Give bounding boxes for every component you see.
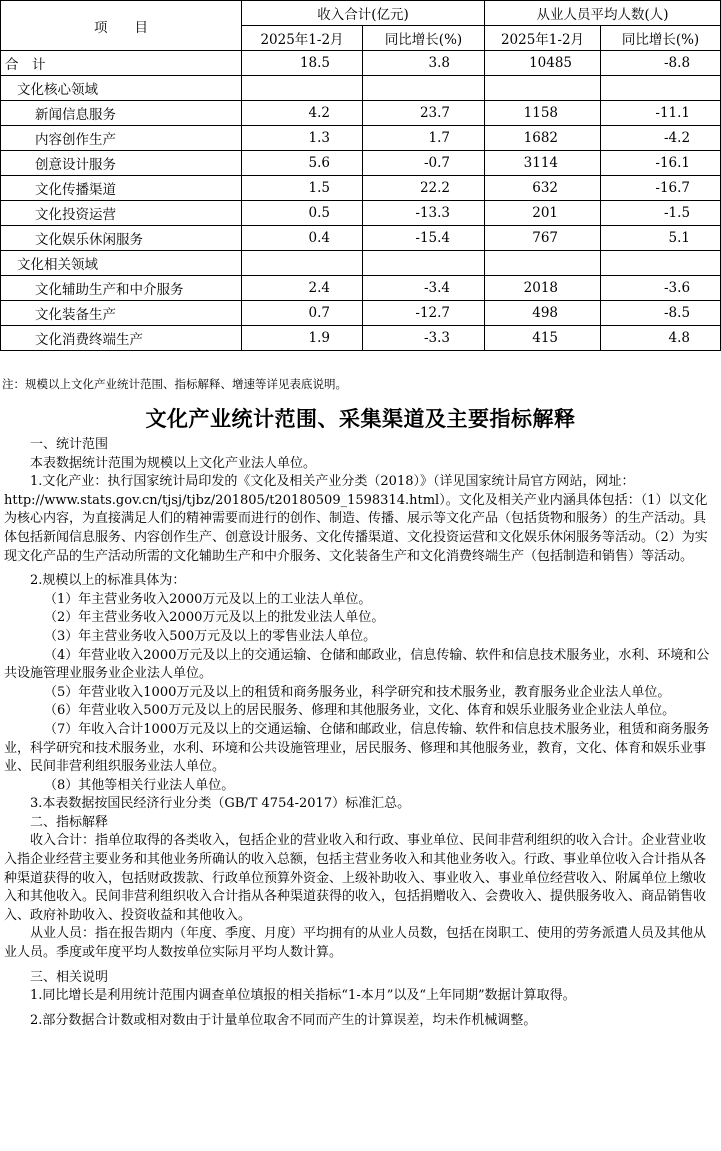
staff-yoy-header: 同比增长(%)	[601, 26, 721, 51]
revenue-cell: 0.5	[242, 201, 363, 226]
row-label: 文化装备生产	[1, 301, 242, 326]
staff-cell: 415	[485, 326, 601, 351]
section-heading: 二、指标解释	[30, 814, 109, 830]
section-heading: 三、相关说明	[30, 969, 109, 985]
revenue-cell: 5.6	[242, 151, 363, 176]
paragraph: 1.同比增长是利用统计范围内调查单位填报的相关指标“1-本月”以及“上年同期”数据计算取得。	[30, 988, 576, 1004]
row-label: 文化相关领域	[1, 251, 242, 276]
staff-cell: 1158	[485, 101, 601, 126]
table-row	[1, 226, 721, 251]
table-note: 注：规模以上文化产业统计范围、指标解释、增速等详见表底说明。	[2, 377, 347, 391]
staff-group-header: 从业人员平均人数(人)	[485, 1, 721, 26]
document-title: 文化产业统计范围、采集渠道及主要指标解释	[145, 406, 576, 431]
table-row	[1, 201, 721, 226]
row-label: 文化娱乐休闲服务	[1, 226, 242, 251]
table-row	[1, 301, 721, 326]
staff-yoy-cell: -3.6	[601, 276, 721, 301]
revenue-yoy-cell: -13.3	[363, 201, 485, 226]
table-row	[1, 76, 721, 101]
explanation-body	[4, 436, 716, 1030]
row-label: 文化投资运营	[1, 201, 242, 226]
paragraph: 收入合计：指单位取得的各类收入，包括企业的营业收入和行政、事业单位、民间非营利组织的收入合计。企业营业收入指企业经营主要业务和其他业务所确认的收入总额，包括主营业务收入和其他业务收入。行政、事业单位收入合计指从各种渠道获得的收入，包括财政拨款、行政单位预算外资金、上级补助收入、事业收入、事业单位经营收入、附属单位上缴收入和其他收入。民间非营利组织收入合计指从各种渠道获得的收入，包括捐赠收入、会费收入、提供服务收入、商品销售收入、政府补助收入、投资收益和其他收入。	[4, 833, 707, 923]
revenue-yoy-cell: 22.2	[363, 176, 485, 201]
row-label: 创意设计服务	[1, 151, 242, 176]
list-item: （8）其他等相关行业法人单位。	[44, 777, 235, 793]
revenue-cell	[242, 251, 363, 276]
staff-yoy-cell: -1.5	[601, 201, 721, 226]
staff-yoy-cell: -11.1	[601, 101, 721, 126]
revenue-yoy-header: 同比增长(%)	[363, 26, 485, 51]
revenue-cell: 1.3	[242, 126, 363, 151]
statistics-table	[0, 0, 721, 351]
revenue-yoy-cell: 3.8	[363, 51, 485, 76]
staff-yoy-cell: -4.2	[601, 126, 721, 151]
revenue-yoy-cell	[363, 76, 485, 101]
list-item: （4）年营业收入2000万元及以上的交通运输、仓储和邮政业，信息传输、软件和信息技术服务业，水利、环境和公共设施管理业服务业企业法人单位。	[4, 647, 710, 682]
staff-yoy-cell: -8.5	[601, 301, 721, 326]
revenue-cell: 1.5	[242, 176, 363, 201]
revenue-yoy-cell: -12.7	[363, 301, 485, 326]
table-row	[1, 326, 721, 351]
staff-yoy-cell: -16.7	[601, 176, 721, 201]
staff-cell: 2018	[485, 276, 601, 301]
revenue-cell: 0.4	[242, 226, 363, 251]
revenue-yoy-cell	[363, 251, 485, 276]
staff-yoy-cell: 5.1	[601, 226, 721, 251]
staff-cell	[485, 251, 601, 276]
row-label: 文化辅助生产和中介服务	[1, 276, 242, 301]
list-item: （5）年营业收入1000万元及以上的租赁和商务服务业，科学研究和技术服务业，教育服务业企业法人单位。	[44, 684, 671, 700]
staff-cell	[485, 76, 601, 101]
row-label: 新闻信息服务	[1, 101, 242, 126]
staff-cell: 498	[485, 301, 601, 326]
staff-cell: 201	[485, 201, 601, 226]
row-label: 文化消费终端生产	[1, 326, 242, 351]
revenue-period-header: 2025年1-2月	[242, 26, 363, 51]
list-item: （6）年营业收入500万元及以上的居民服务、修理和其他服务业，文化、体育和娱乐业服务业企业法人单位。	[44, 703, 676, 719]
revenue-yoy-cell: -3.4	[363, 276, 485, 301]
paragraph: 3.本表数据按国民经济行业分类（GB/T 4754-2017）标准汇总。	[30, 796, 411, 812]
revenue-cell: 1.9	[242, 326, 363, 351]
staff-cell: 1682	[485, 126, 601, 151]
list-item: （2）年主营业务收入2000万元及以上的批发业法人单位。	[44, 610, 385, 626]
list-item: （1）年主营业务收入2000万元及以上的工业法人单位。	[44, 591, 372, 607]
item-column-header: 项 目	[1, 1, 242, 51]
paragraph: 从业人员：指在报告期内（年度、季度、月度）平均拥有的从业人员数，包括在岗职工、使用的劳务派遣人员及其他从业人员。季度或年度平均人数按单位实际月平均人数计算。	[4, 926, 707, 961]
staff-period-header: 2025年1-2月	[485, 26, 601, 51]
paragraph: 本表数据统计范围为规模以上文化产业法人单位。	[30, 455, 317, 471]
staff-yoy-cell: -8.8	[601, 51, 721, 76]
table-row	[1, 176, 721, 201]
revenue-yoy-cell: -0.7	[363, 151, 485, 176]
table-header-row	[1, 1, 721, 26]
staff-yoy-cell: 4.8	[601, 326, 721, 351]
revenue-cell: 4.2	[242, 101, 363, 126]
row-label: 内容创作生产	[1, 126, 242, 151]
table-row	[1, 51, 721, 76]
list-item: （3）年主营业务收入500万元及以上的零售业法人单位。	[44, 628, 377, 644]
paragraph: 2.部分数据合计数或相对数由于计量单位取舍不同而产生的计算误差，均未作机械调整。	[30, 1012, 537, 1028]
staff-cell: 3114	[485, 151, 601, 176]
staff-yoy-cell	[601, 251, 721, 276]
staff-cell: 10485	[485, 51, 601, 76]
staff-cell: 632	[485, 176, 601, 201]
staff-yoy-cell: -16.1	[601, 151, 721, 176]
row-label: 合 计	[1, 51, 242, 76]
revenue-group-header: 收入合计(亿元)	[242, 1, 485, 26]
section-heading: 一、统计范围	[30, 437, 109, 452]
revenue-yoy-cell: -15.4	[363, 226, 485, 251]
revenue-cell: 2.4	[242, 276, 363, 301]
list-item: （7）年收入合计1000万元及以上的交通运输、仓储和邮政业，信息传输、软件和信息技术服务业，租赁和商务服务业，科学研究和技术服务业，水利、环境和公共设施管理业，居民服务、修理和其他服务业，教育，文化、体育和娱乐业事业、民间非营利组织服务业法人单位。	[4, 721, 710, 775]
table-row	[1, 251, 721, 276]
table-row	[1, 276, 721, 301]
staff-yoy-cell	[601, 76, 721, 101]
revenue-yoy-cell: 23.7	[363, 101, 485, 126]
revenue-cell	[242, 76, 363, 101]
revenue-cell: 18.5	[242, 51, 363, 76]
table-row	[1, 101, 721, 126]
revenue-yoy-cell: -3.3	[363, 326, 485, 351]
table-row	[1, 151, 721, 176]
row-label: 文化核心领域	[1, 76, 242, 101]
table-row	[1, 126, 721, 151]
paragraph: 1.文化产业：执行国家统计局印发的《文化及相关产业分类（2018）》（详见国家统计局官方网站，网址：http://www.stats.gov.cn/tjsj/tjbz/201805/t20180509_1598314.html）。文化及相关产业内涵具体包括：（1）以文化为核心内容，为直接满足人们的精神需要而进行的创作、制造、传播、展示等文化产品（包括货物和服务）的生产活动。具体包括新闻信息服务、内容创作生产、创意设计服务、文化传播渠道、文化投资运营和文化娱乐休闲服务等活动。（2）为实现文化产品的生产活动所需的文化辅助生产和中介服务、文化装备生产和文化消费终端生产（包括制造和销售）等活动。	[4, 474, 708, 564]
staff-cell: 767	[485, 226, 601, 251]
revenue-cell: 0.7	[242, 301, 363, 326]
paragraph: 2.规模以上的标准具体为：	[30, 573, 186, 589]
revenue-yoy-cell: 1.7	[363, 126, 485, 151]
row-label: 文化传播渠道	[1, 176, 242, 201]
